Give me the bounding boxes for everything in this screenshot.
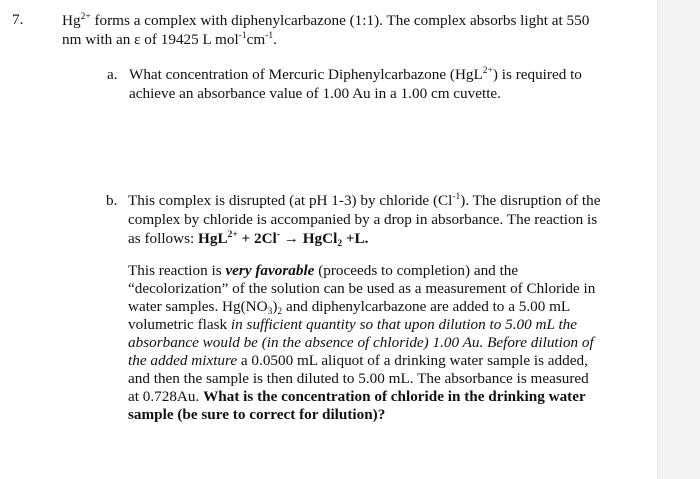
part-b-paragraph: This reaction is very favorable (proceeds to completion) and the “decolorization” of the solution can be used as a measurement of Chloride in water samples. $Hg(NO_3)_2$ and diphenylcarbazone are added to a 5.00 mL volumetric flask in sufficient quantity so that upon dilution to 5.00 mL the absorbance would be (in the absence of chloride) 1.00 Au. Before dilution of the added mixture a 0.0500 mL aliquot of a drinking water sample is added, and then the sample is then diluted to 5.00 mL. The absorbance is measured at 0.728Au. What is the concentration of chloride in the drinking water sample (be sure to correct for dilution)? xyxy=(128,262,596,423)
part-b-label: b. xyxy=(106,192,118,209)
superscript: -1 xyxy=(265,31,274,41)
stem-text: cm xyxy=(246,31,266,48)
reaction-equation: HgL$^{2+}$ + 2Cl- → HgCl$_2$ +L. xyxy=(198,230,369,249)
part-a-label: a. xyxy=(107,66,118,83)
part-b-text: complex by chloride is accompanied by a drop in absorbance. The reaction is xyxy=(128,211,598,228)
question-number: 7. xyxy=(12,11,24,28)
superscript: 2+ xyxy=(482,66,493,76)
superscript: -1 xyxy=(238,31,247,41)
stem-text: nm with an ε of 19425 L mol xyxy=(62,31,239,48)
stem-text: forms a complex with diphenylcarbazone (1:1). The complex absorbs light at 550 xyxy=(90,12,590,29)
superscript: 2+ xyxy=(80,12,91,22)
question-bold: sample (be sure to correct for dilution)? xyxy=(128,406,386,423)
part-b-text: This complex is disrupted (at pH 1-3) by chloride (Cl xyxy=(128,192,453,209)
question-bold: What is the concentration of chloride in the drinking water xyxy=(203,388,586,405)
stem-text: Hg xyxy=(62,12,81,29)
part-a-text: ) is required to xyxy=(492,66,582,83)
superscript: -1 xyxy=(452,192,461,202)
part-a-text: What concentration of Mercuric Diphenylcarbazone (HgL xyxy=(129,66,483,83)
question-stem xyxy=(62,11,622,49)
stem-text: . xyxy=(273,31,277,48)
part-a-text: achieve an absorbance value of 1.00 Au in a 1.00 cm cuvette. xyxy=(129,85,501,102)
page-margin-strip xyxy=(657,0,700,479)
part-a xyxy=(107,65,629,103)
emphasis: very favorable xyxy=(225,262,315,279)
part-b-text: ). The disruption of the xyxy=(460,192,601,209)
part-b xyxy=(106,191,628,249)
part-b-text: as follows: xyxy=(128,230,199,247)
